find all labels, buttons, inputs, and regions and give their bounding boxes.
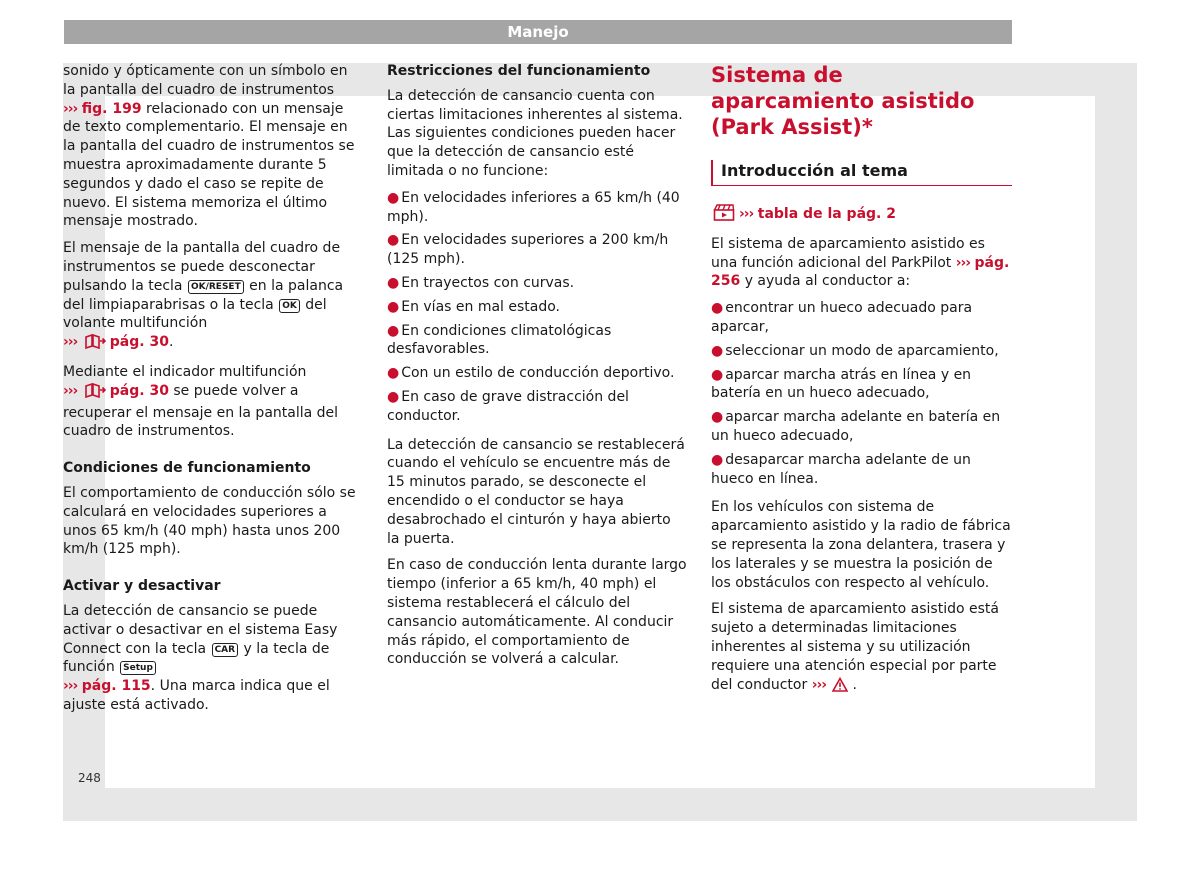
bullet-icon: ●	[387, 274, 400, 291]
paragraph: El comportamiento de conducción sólo se calculará en velocidades superiores a unos 65 km/h (40 mph) hasta unos 200 km/h (125 mph).	[63, 484, 356, 558]
list-item: ● En trayectos con curvas.	[387, 274, 575, 291]
list-item: ● En condiciones climatológicas desfavorables.	[387, 322, 612, 358]
paragraph: Mediante el indicador multifunción ››› pág. 30 se puede volver a recuperar el mensaje en la pantalla del cuadro de instrumentos.	[63, 363, 339, 440]
figure-reference-link[interactable]: fig. 199	[81, 100, 142, 117]
column-3	[711, 62, 1012, 705]
reference-arrows: ›››	[63, 382, 78, 399]
paragraph: El mensaje de la pantalla del cuadro de instrumentos se puede desconectar pulsando la tecla OK/RESET en la palanca del limpiaparabrisas o la tecla OK del volante multifunción ››› pág. 30.	[63, 239, 363, 355]
list-item: ● Con un estilo de conducción deportivo.	[387, 365, 675, 382]
bullet-icon: ●	[711, 342, 724, 359]
bullet-icon: ●	[387, 232, 400, 249]
page-number: 248	[78, 771, 101, 785]
bullet-icon: ●	[711, 409, 724, 426]
paragraph: sonido y ópticamente con un símbolo en la pantalla del cuadro de instrumentos ››› fig. 199 relacionado con un mensaje de texto complementario. El mensaje en la pantalla del cuadro de instrumentos se muestra aproximadamente durante 5 segundos y dado el caso se repite de nuevo. El sistema memoriza el último mensaje mostrado.	[63, 63, 355, 230]
bullet-icon: ●	[711, 366, 724, 383]
bullet-icon: ●	[711, 451, 724, 468]
paragraph: En los vehículos con sistema de aparcamiento asistido y la radio de fábrica se representa la zona delantera, trasera y los laterales y se muestra la posición de los obstáculos con respecto al vehículo.	[711, 499, 1011, 591]
subheading: Condiciones de funcionamiento	[63, 460, 311, 477]
column-1	[63, 62, 363, 723]
reference-arrows: ›››	[739, 206, 754, 222]
bullet-list	[711, 299, 1012, 488]
book-reference-icon	[84, 333, 106, 355]
reference-arrows: ›››	[63, 334, 78, 351]
bullet-list	[387, 189, 687, 426]
paragraph: La detección de cansancio se restablecerá cuando el vehículo se encuentre más de 15 minutos parado, se desconecte el encendido o el conductor se haya desabrochado el cinturón y haya abierto la puerta.	[387, 436, 685, 547]
video-clapper-icon	[713, 204, 735, 227]
list-item: ● encontrar un hueco adecuado para aparcar,	[711, 300, 973, 335]
warning-triangle-icon	[832, 677, 848, 698]
list-item: ● aparcar marcha adelante en batería en un hueco adecuado,	[711, 409, 1001, 444]
reference-arrows: ›››	[63, 678, 78, 695]
chapter-title: Manejo	[507, 23, 569, 41]
reference-arrows: ›››	[955, 254, 971, 271]
ok-key: OK	[279, 299, 300, 313]
page-reference-link[interactable]: pág. 115	[81, 678, 151, 695]
page-reference-link[interactable]: pág. 30	[109, 382, 169, 399]
bullet-icon: ●	[387, 365, 400, 382]
list-item: ● aparcar marcha atrás en línea y en batería en un hueco adecuado,	[711, 366, 972, 402]
section-title: Sistema de aparcamiento asistido (Park Assist)*	[711, 63, 975, 139]
car-key: CAR	[212, 643, 239, 657]
bullet-icon: ●	[387, 298, 400, 315]
bullet-icon: ●	[387, 322, 400, 339]
paragraph: El sistema de aparcamiento asistido está sujeto a determinadas limitaciones inherentes al sistema y su utilización requiere una atención especial por parte del conductor ››› .	[711, 600, 1012, 697]
setup-key: Setup	[120, 661, 156, 675]
list-item: ● En caso de grave distracción del conductor.	[387, 388, 629, 424]
list-item: ● En vías en mal estado.	[387, 298, 561, 315]
column-2	[387, 62, 687, 677]
reference-arrows: ›››	[63, 100, 78, 117]
list-item: ● En velocidades inferiores a 65 km/h (40 mph).	[387, 189, 680, 225]
subheading: Restricciones del funcionamiento	[387, 63, 651, 79]
chapter-header	[64, 20, 1012, 44]
bullet-icon: ●	[387, 388, 400, 405]
topic-heading: Introducción al tema	[711, 160, 1012, 186]
ok-reset-key: OK/RESET	[188, 280, 244, 294]
list-item: ● En velocidades superiores a 200 km/h (125 mph).	[387, 232, 669, 268]
paragraph: La detección de cansancio cuenta con ciertas limitaciones inherentes al sistema. Las siguientes condiciones pueden hacer que la detección de cansancio esté limitada o no funcione:	[387, 87, 683, 179]
paragraph: En caso de conducción lenta durante largo tiempo (inferior a 65 km/h, 40 mph) el sistema restablecerá el cálculo del cansancio automáticamente. Al conducir más rápido, el comportamiento de conducción se volverá a calcular.	[387, 557, 687, 668]
subheading: Activar y desactivar	[63, 578, 221, 595]
list-item: ● seleccionar un modo de aparcamiento,	[711, 342, 999, 359]
bullet-icon: ●	[387, 189, 400, 206]
table-reference	[711, 204, 1012, 227]
paragraph: La detección de cansancio se puede activar o desactivar en el sistema Easy Connect con la tecla CAR y la tecla de función Setup ››› pág. 115. Una marca indica que el ajuste está activado.	[63, 602, 338, 713]
reference-arrows: ›››	[811, 676, 827, 693]
page-reference-link[interactable]: pág. 256	[711, 254, 1010, 290]
table-reference-link[interactable]: tabla de la pág. 2	[757, 206, 896, 222]
paragraph: El sistema de aparcamiento asistido es una función adicional del ParkPilot ››› pág. 256 y ayuda al conductor a:	[711, 235, 1010, 290]
page-reference-link[interactable]: pág. 30	[109, 334, 169, 351]
bullet-icon: ●	[711, 300, 724, 317]
book-reference-icon	[84, 382, 106, 404]
list-item: ● desaparcar marcha adelante de un hueco en línea.	[711, 451, 971, 487]
